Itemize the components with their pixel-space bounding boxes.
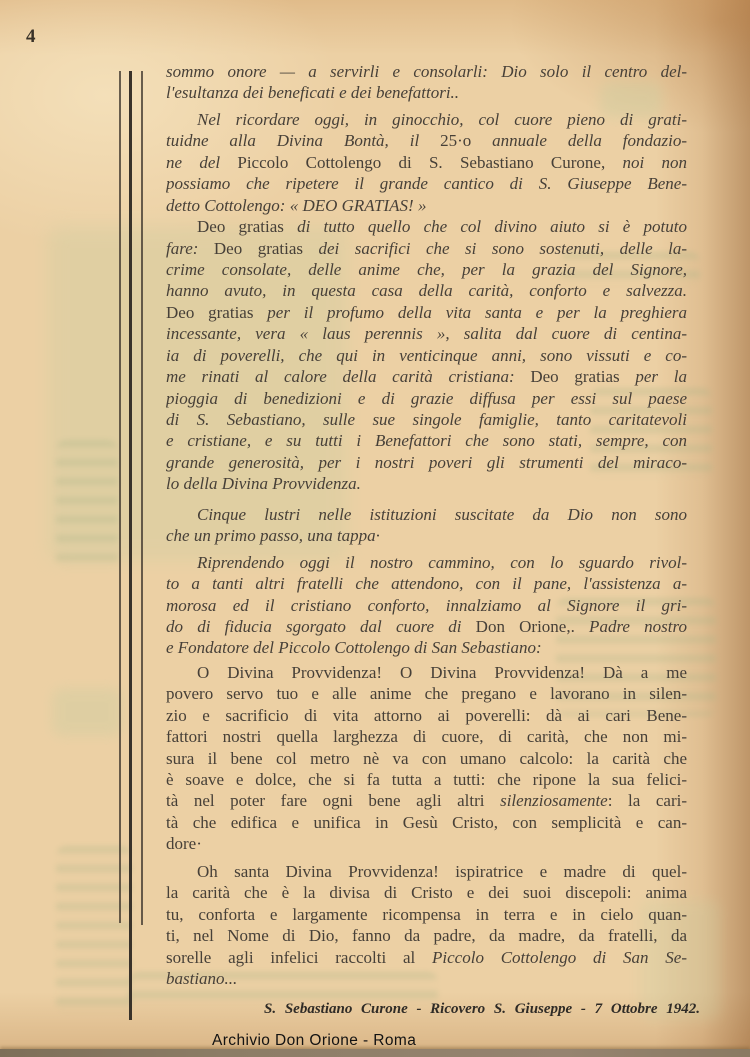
text-segment: bastiano...: [166, 968, 238, 988]
text-line: [166, 637, 687, 658]
text-line: [166, 173, 687, 194]
text-line: [166, 748, 687, 769]
text-segment: Don Orione,.: [475, 616, 575, 636]
text-line: [166, 705, 687, 726]
text-segment: Piccolo Cottolengo di S. Sebastiano Curone,: [237, 152, 623, 172]
text-segment: Oh santa Divina Provvidenza! ispiratrice e madre di quel-: [197, 861, 687, 881]
text-line: [166, 573, 687, 594]
text-line: [166, 616, 687, 637]
text-segment: silenziosamente: [500, 791, 608, 811]
bleedthrough-blob: [56, 440, 118, 570]
text-segment: di tutto quello che col divino aiuto si è potuto: [297, 217, 687, 237]
text-segment: 25·o: [440, 131, 472, 151]
text-segment: per il profumo della vita santa e per la preghiera: [267, 302, 687, 322]
text-line: [166, 683, 687, 704]
rule-thick: [129, 71, 133, 1020]
text-segment: povero servo tuo e alle anime che pregano e lavorano in silen-: [166, 684, 687, 704]
paragraph: [166, 61, 687, 104]
text-line: [166, 504, 687, 525]
paragraph: [166, 504, 687, 547]
text-line: [166, 904, 687, 925]
archive-stamp: Archivio Don Orione - Roma: [212, 1032, 417, 1049]
paragraph: [166, 109, 687, 216]
text-segment: tuidne alla Divina Bontà, il: [166, 131, 441, 151]
page-body-text: [166, 61, 687, 989]
text-segment: hanno avuto, in questa casa della carità, conforto e salvezza.: [166, 281, 687, 301]
text-line: [166, 833, 687, 854]
text-segment: Deo gratias: [530, 367, 636, 387]
page-number: 4: [26, 26, 37, 47]
text-line: [166, 812, 687, 833]
text-line: [166, 195, 687, 216]
text-line: [166, 882, 687, 903]
rule-thin-left: [119, 71, 121, 923]
text-segment: Riprendendo oggi il nostro cammino, con lo sguardo rivol-: [197, 552, 687, 572]
text-line: [166, 216, 687, 237]
text-segment: Padre nostro: [574, 616, 687, 636]
text-segment: grande generosità, per i nostri poveri gli strumenti del miraco-: [166, 452, 687, 472]
text-segment: e cristiane, e su tutti i Benefattori che sono stati, sempre, con: [166, 431, 687, 451]
text-line: [166, 323, 687, 344]
text-line: [166, 662, 687, 683]
text-segment: dei sacrifici che si sono sostenuti, delle la-: [318, 238, 687, 258]
dateline: S. Sebastiano Curone - Ricovero S. Giuseppe - 7 Ottobre 1942.: [264, 1001, 700, 1017]
text-segment: sommo onore — a servirli e consolarli: Dio solo il centro del-: [166, 62, 687, 81]
paragraph: [166, 552, 687, 659]
text-line: [166, 366, 687, 387]
text-segment: O Divina Provvidenza! O Divina Provvidenza! Dà a me: [197, 662, 687, 682]
text-segment: incessante, vera « laus perennis », salita dal cuore di centina-: [166, 324, 687, 344]
text-line: [166, 525, 687, 546]
scan-bottom-edge: [0, 1049, 750, 1057]
text-segment: Piccolo Cottolengo di San Se-: [432, 947, 687, 967]
text-line: [166, 430, 687, 451]
text-line: [166, 552, 687, 573]
text-segment: : la cari-: [607, 791, 687, 811]
text-segment: lo della Divina Provvidenza.: [166, 474, 361, 494]
text-segment: zio e sacrificio di vita attorno ai poverelli: dà ai cari Bene-: [166, 705, 687, 725]
text-segment: di S. Sebastiano, sulle sue singole famiglie, tanto caritatevoli: [166, 410, 687, 429]
text-segment: me rinati al calore della carità cristiana:: [166, 367, 531, 387]
rule-thin-right: [141, 71, 143, 925]
text-segment: dore·: [166, 834, 202, 854]
text-segment: è soave e dolce, che si fa tutta a tutti: che ripone la sua felici-: [166, 770, 687, 789]
text-segment: noi non: [622, 152, 687, 172]
text-segment: morosa ed il cristiano conforto, innalziamo al Signore il gri-: [166, 595, 687, 615]
text-line: [166, 61, 687, 82]
text-segment: ti, nel Nome di Dio, fanno da padre, da madre, da fratelli, da: [166, 926, 687, 946]
bleedthrough-blob: [56, 846, 132, 1016]
text-line: [166, 388, 687, 409]
text-segment: fattori nostri quella larghezza di cuore, di carità, che non mi-: [166, 727, 687, 747]
text-segment: annuale della fondazio-: [471, 131, 687, 151]
text-segment: sura il bene col metro nè va con umano calcolo: la carità che: [166, 748, 687, 768]
text-line: [166, 152, 687, 173]
text-segment: Nel ricordare oggi, in ginocchio, col cuore pieno di grati-: [197, 109, 687, 129]
text-segment: tà nel poter fare ogni bene agli altri: [166, 791, 501, 811]
text-line: [166, 726, 687, 747]
text-line: [166, 790, 687, 811]
bleedthrough-blob: [52, 688, 122, 736]
text-segment: l'esultanza dei beneficati e dei benefattori..: [166, 83, 460, 103]
text-line: [166, 130, 687, 151]
text-segment: tu, conforta e largamente ricompensa in terra e in cielo quan-: [166, 904, 687, 924]
text-segment: fare:: [166, 238, 214, 258]
paragraph: [166, 216, 687, 495]
paragraph: [166, 662, 687, 855]
paragraph: [166, 861, 687, 990]
text-line: [166, 595, 687, 616]
text-line: [166, 925, 687, 946]
text-line: [166, 109, 687, 130]
text-segment: e Fondatore del Piccolo Cottolengo di San Sebastiano:: [166, 638, 542, 658]
text-segment: Deo gratias: [197, 217, 298, 237]
text-segment: crime consolate, delle anime che, per la grazia del Signore,: [166, 259, 687, 279]
text-line: [166, 280, 687, 301]
text-segment: ne del: [166, 152, 238, 172]
text-segment: Deo gratias: [213, 238, 319, 258]
text-line: [166, 409, 687, 430]
text-line: [166, 259, 687, 280]
text-segment: Cinque lustri nelle istituzioni suscitate da Dio non sono: [197, 504, 687, 524]
text-segment: do di fiducia sgorgato dal cuore di: [166, 616, 476, 636]
text-line: [166, 769, 687, 790]
text-segment: possiamo che ripetere il grande cantico di S. Giuseppe Bene-: [166, 174, 687, 194]
text-segment: la carità che è la divisa di Cristo e dei suoi discepoli: anima: [166, 883, 687, 903]
text-segment: sorelle agli infelici raccolti al: [166, 947, 433, 967]
text-line: [166, 302, 687, 323]
text-segment: Deo gratias: [166, 302, 268, 322]
text-segment: detto Cottolengo: « DEO GRATIAS! »: [166, 195, 427, 215]
text-segment: pioggia di benedizioni e di grazie diffusa per essi sul paese: [166, 388, 687, 408]
text-segment: to a tanti altri fratelli che attendono, con il pane, l'assistenza a-: [166, 574, 687, 594]
text-line: [166, 473, 687, 494]
text-segment: per la: [635, 367, 687, 387]
text-line: [166, 968, 687, 989]
text-line: [166, 345, 687, 366]
text-segment: ia di poverelli, che qui in venticinque anni, sono vissuti e co-: [166, 345, 687, 365]
text-segment: che un primo passo, una tappa·: [166, 526, 380, 546]
text-segment: tà che edifica e unifica in Gesù Cristo, con semplicità e can-: [166, 812, 687, 832]
text-line: [166, 947, 687, 968]
text-line: [166, 861, 687, 882]
text-line: [166, 452, 687, 473]
text-line: [166, 238, 687, 259]
text-line: [166, 82, 687, 103]
